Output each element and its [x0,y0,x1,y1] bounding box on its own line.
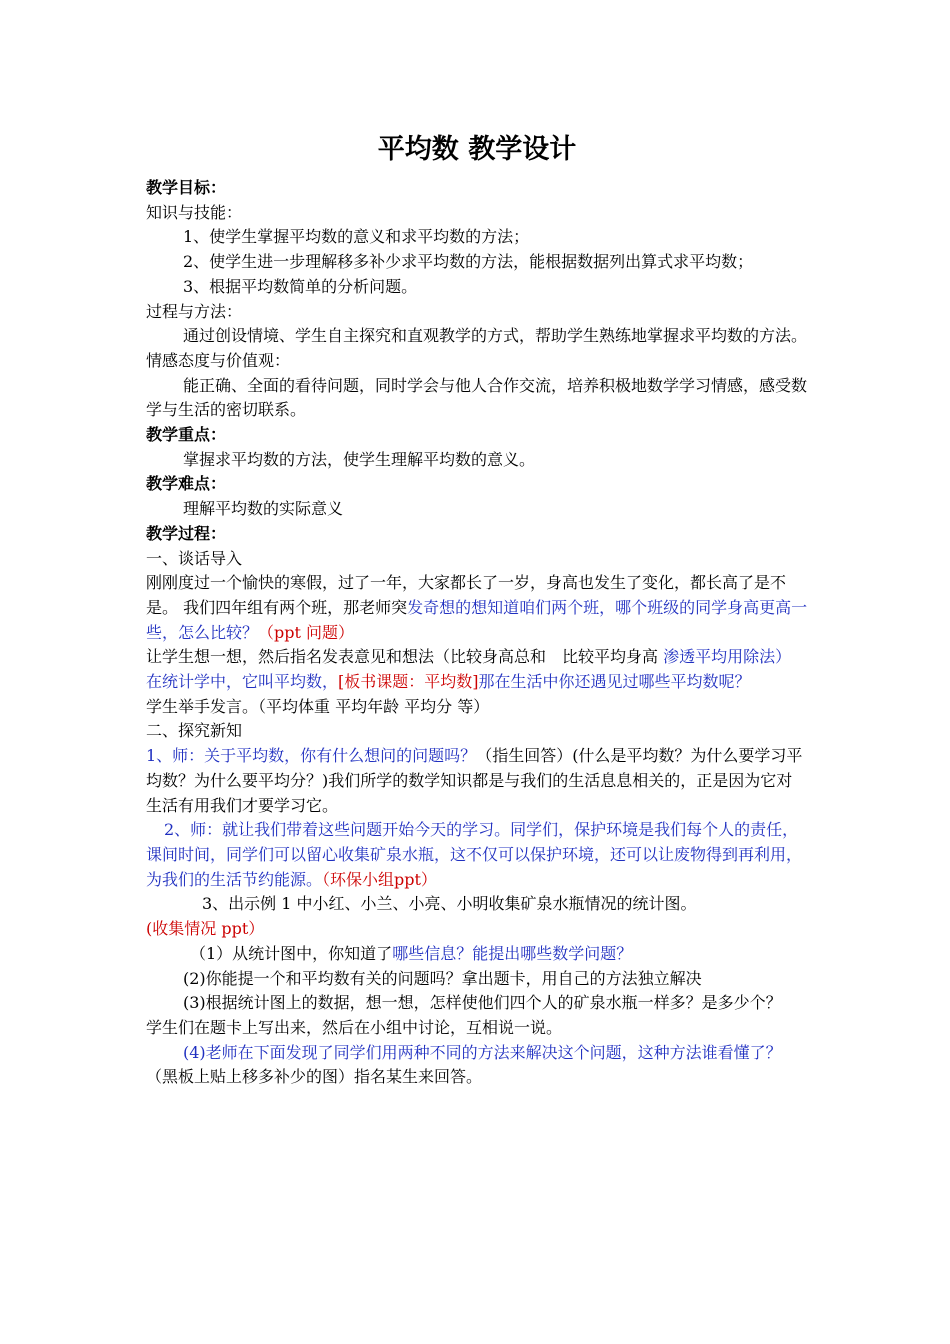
section-2-paragraph-1 [146,744,808,818]
eco-ppt-note: （环保小组ppt） [322,869,437,889]
section-2-paragraph-2 [146,818,808,892]
key-text: 掌握求平均数的方法，使学生理解平均数的意义。 [183,449,536,469]
statistics-text: 在统计学中，它叫平均数， [146,672,339,692]
life-question: 那在生活中你还遇见过哪些平均数呢？ [478,672,751,692]
teacher-explanation: （指生回答）(什么是平均数？为什么要学习平均数？为什么要平均分？)我们所学的数学知识都是与我们的生活息息相关的，正是因为它对生活有用我们才要学习它。 [146,746,803,815]
intro-text: 刚刚度过一个愉快的寒假，过了一年，大家都长了一岁，身高也发生了变化，都长高了是不是。 我们四年组有两个班，那老师突 [146,573,787,617]
difficult-text: 理解平均数的实际意义 [183,499,344,519]
goal-item-2: 2、使学生进一步理解移多补少求平均数的方法，能根据数据列出算式求平均数； [183,252,754,272]
question-1-text: （1）从统计图中，你知道了 [190,943,393,963]
question-4-text: （黑板上贴上移多补少的图）指名某生来回答。 [146,1067,483,1087]
question-4-highlight: (4)老师在下面发现了同学们用两种不同的方法来解决这个问题，这种方法谁看懂了？ [183,1042,782,1062]
section-1-paragraph-4: 学生举手发言。（平均体重 平均年龄 平均分 等） [146,696,490,716]
section-1-paragraph-1 [146,571,808,645]
example-text: 3、出示例 1 中小红、小兰、小亮、小明收集矿泉水瓶情况的统计图。 [202,894,697,914]
question-1 [146,942,808,967]
process-text: 通过创设情境、学生自主探究和直观教学的方式，帮助学生熟练地掌握求平均数的方法。 [183,326,808,346]
teacher-question: 1、师：关于平均数，你有什么想问的问题吗？ [146,746,477,766]
process-heading: 过程与方法： [146,301,243,321]
goal-item-3: 3、根据平均数简单的分析问题。 [183,276,418,296]
procedure-heading: 教学过程： [146,523,227,543]
question-text: 发奇想的想知道咱们两个班，哪个班级的同学身高更高一些，怎么比较？ [146,597,808,642]
section-2-heading: 二、探究新知 [146,721,243,741]
question-2: (2)你能提一个和平均数有关的问题吗？拿出题卡，用自己的方法独立解决 [183,968,702,988]
key-heading: 教学重点： [146,425,227,445]
environment-text: 2、师：就让我们带着这些问题开始今天的学习。同学们，保护环境是我们每个人的责任，课间时间，同学们可以留心收集矿泉水瓶，这不仅可以保护环境，还可以让废物得到再利用，为我们的生活节约能源。 [146,820,803,889]
emotion-heading: 情感态度与价值观： [146,350,291,370]
board-note: [板书课题：平均数] [338,672,479,692]
section-1-paragraph-2 [146,645,808,670]
difficult-heading: 教学难点： [146,474,227,494]
ppt-note: （ppt 问题） [258,622,355,642]
collection-ppt-note: (收集情况 ppt） [146,919,265,939]
goals-heading: 教学目标： [146,178,227,197]
emotion-text: 能正确、全面的看待问题，同时学会与他人合作交流，培养积极地数学学习情感，感受数学与生活的密切联系。 [146,375,808,420]
section-1-heading: 一、谈话导入 [146,548,243,568]
page-title: 平均数 教学设计 [377,134,577,165]
question-4 [146,1041,808,1090]
section-1-paragraph-3 [146,670,808,695]
knowledge-heading: 知识与技能： [146,202,243,222]
section-2-paragraph-3 [146,892,808,941]
division-note: 渗透平均用除法） [663,647,792,667]
discussion-text: 让学生想一想，然后指名发表意见和想法（比较身高总和 比较平均身高 [146,647,664,667]
document-page [146,130,830,1090]
question-1-highlight: 哪些信息？能提出哪些数学问题？ [392,943,633,963]
goal-item-1: 1、使学生掌握平均数的意义和求平均数的方法； [183,227,530,247]
question-3: (3)根据统计图上的数据，想一想，怎样使他们四个人的矿泉水瓶一样多？是多少个？ 学生们在题卡上写出来，然后在小组中讨论，互相说一说。 [146,993,830,1037]
